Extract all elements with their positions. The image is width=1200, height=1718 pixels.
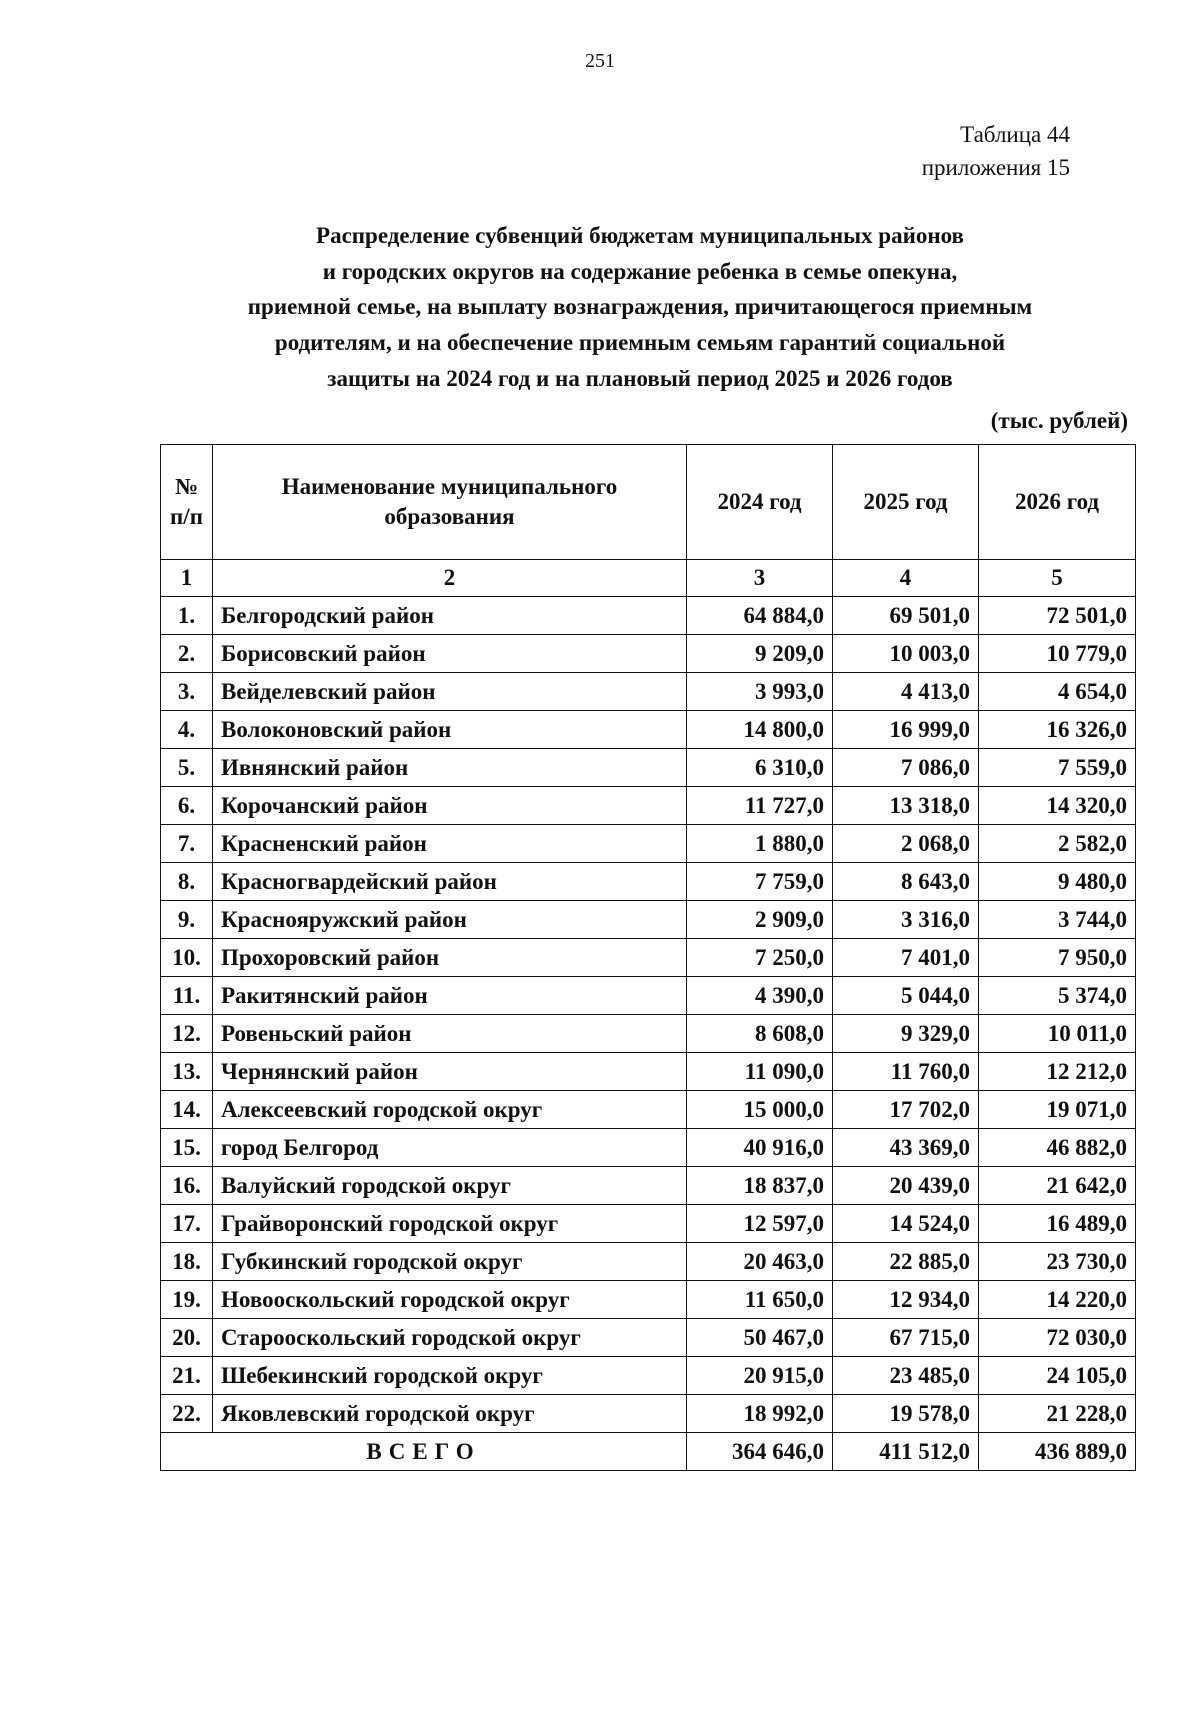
value-2025: 2 068,0 (833, 825, 979, 863)
municipality-name: Чернянский район (213, 1053, 687, 1091)
header-num: № п/п (161, 445, 213, 560)
municipality-name: Вейделевский район (213, 673, 687, 711)
value-2026: 72 501,0 (979, 597, 1136, 635)
value-2024: 18 837,0 (687, 1167, 833, 1205)
header-row (161, 445, 1136, 560)
row-number: 12. (161, 1015, 213, 1053)
title-line-5: защиты на 2024 год и на плановый период 2025 и 2026 годов (327, 365, 953, 391)
municipality-name: Волоконовский район (213, 711, 687, 749)
value-2025: 43 369,0 (833, 1129, 979, 1167)
row-number: 18. (161, 1243, 213, 1281)
value-2026: 23 730,0 (979, 1243, 1136, 1281)
value-2025: 20 439,0 (833, 1167, 979, 1205)
value-2025: 67 715,0 (833, 1319, 979, 1357)
value-2026: 16 489,0 (979, 1205, 1136, 1243)
value-2026: 19 071,0 (979, 1091, 1136, 1129)
value-2024: 6 310,0 (687, 749, 833, 787)
municipality-name: Корочанский район (213, 787, 687, 825)
row-number: 13. (161, 1053, 213, 1091)
table-row (161, 939, 1136, 977)
column-number: 5 (979, 560, 1136, 597)
value-2026: 21 228,0 (979, 1395, 1136, 1433)
municipality-name: Яковлевский городской округ (213, 1395, 687, 1433)
value-2025: 7 401,0 (833, 939, 979, 977)
value-2024: 64 884,0 (687, 597, 833, 635)
value-2024: 11 090,0 (687, 1053, 833, 1091)
value-2024: 12 597,0 (687, 1205, 833, 1243)
municipality-name: Прохоровский район (213, 939, 687, 977)
value-2026: 24 105,0 (979, 1357, 1136, 1395)
total-label: ВСЕГО (161, 1433, 687, 1471)
table-row (161, 1167, 1136, 1205)
title-line-2: и городских округов на содержание ребенка в семье опекуна, (322, 258, 958, 284)
value-2024: 11 727,0 (687, 787, 833, 825)
value-2026: 4 654,0 (979, 673, 1136, 711)
value-2024: 1 880,0 (687, 825, 833, 863)
value-2024: 15 000,0 (687, 1091, 833, 1129)
value-2026: 5 374,0 (979, 977, 1136, 1015)
municipality-name: Алексеевский городской округ (213, 1091, 687, 1129)
row-number: 20. (161, 1319, 213, 1357)
municipality-name: Красненский район (213, 825, 687, 863)
row-number: 14. (161, 1091, 213, 1129)
value-2025: 69 501,0 (833, 597, 979, 635)
value-2025: 14 524,0 (833, 1205, 979, 1243)
table-row (161, 1205, 1136, 1243)
row-number: 3. (161, 673, 213, 711)
value-2026: 2 582,0 (979, 825, 1136, 863)
row-number: 7. (161, 825, 213, 863)
municipality-name: Валуйский городской округ (213, 1167, 687, 1205)
table-row (161, 635, 1136, 673)
value-2024: 7 250,0 (687, 939, 833, 977)
title-line-4: родителям, и на обеспечение приемным семьям гарантий социальной (274, 329, 1006, 355)
value-2024: 14 800,0 (687, 711, 833, 749)
value-2024: 11 650,0 (687, 1281, 833, 1319)
value-2024: 8 608,0 (687, 1015, 833, 1053)
value-2024: 20 915,0 (687, 1357, 833, 1395)
total-2025: 411 512,0 (833, 1433, 979, 1471)
value-2026: 72 030,0 (979, 1319, 1136, 1357)
municipality-name: Красногвардейский район (213, 863, 687, 901)
row-number: 10. (161, 939, 213, 977)
total-row (161, 1433, 1136, 1471)
value-2026: 21 642,0 (979, 1167, 1136, 1205)
value-2024: 9 209,0 (687, 635, 833, 673)
municipality-name: Губкинский городской округ (213, 1243, 687, 1281)
total-2026: 436 889,0 (979, 1433, 1136, 1471)
column-number: 4 (833, 560, 979, 597)
value-2025: 22 885,0 (833, 1243, 979, 1281)
value-2026: 46 882,0 (979, 1129, 1136, 1167)
table-row (161, 787, 1136, 825)
column-number: 3 (687, 560, 833, 597)
table-ref-line-2: приложения 15 (921, 155, 1070, 181)
table-reference (800, 118, 1070, 185)
value-2026: 16 326,0 (979, 711, 1136, 749)
row-number: 22. (161, 1395, 213, 1433)
page-number: 251 (585, 50, 615, 72)
municipality-name: Белгородский район (213, 597, 687, 635)
table-row (161, 825, 1136, 863)
municipality-name: Грайворонский городской округ (213, 1205, 687, 1243)
municipality-name: Краснояружский район (213, 901, 687, 939)
row-number: 16. (161, 1167, 213, 1205)
table-row (161, 749, 1136, 787)
row-number: 1. (161, 597, 213, 635)
value-2025: 23 485,0 (833, 1357, 979, 1395)
table-row (161, 1015, 1136, 1053)
value-2025: 13 318,0 (833, 787, 979, 825)
table-body (161, 597, 1136, 1433)
total-2024: 364 646,0 (687, 1433, 833, 1471)
value-2024: 4 390,0 (687, 977, 833, 1015)
municipality-name: город Белгород (213, 1129, 687, 1167)
value-2026: 7 950,0 (979, 939, 1136, 977)
value-2025: 9 329,0 (833, 1015, 979, 1053)
column-number: 1 (161, 560, 213, 597)
row-number: 4. (161, 711, 213, 749)
table-row (161, 1053, 1136, 1091)
value-2026: 10 779,0 (979, 635, 1136, 673)
document-title (140, 218, 1140, 396)
value-2024: 2 909,0 (687, 901, 833, 939)
value-2026: 7 559,0 (979, 749, 1136, 787)
table-row (161, 1281, 1136, 1319)
value-2024: 20 463,0 (687, 1243, 833, 1281)
column-number: 2 (213, 560, 687, 597)
municipality-name: Ивнянский район (213, 749, 687, 787)
row-number: 2. (161, 635, 213, 673)
municipality-name: Старооскольский городской округ (213, 1319, 687, 1357)
value-2025: 10 003,0 (833, 635, 979, 673)
municipality-name: Ровеньский район (213, 1015, 687, 1053)
value-2025: 7 086,0 (833, 749, 979, 787)
table-row (161, 1319, 1136, 1357)
value-2026: 3 744,0 (979, 901, 1136, 939)
value-2025: 19 578,0 (833, 1395, 979, 1433)
column-number-row (161, 560, 1136, 597)
header-2024: 2024 год (687, 445, 833, 560)
value-2026: 10 011,0 (979, 1015, 1136, 1053)
header-2026: 2026 год (979, 445, 1136, 560)
table-row (161, 901, 1136, 939)
value-2026: 9 480,0 (979, 863, 1136, 901)
units-label: (тыс. рублей) (990, 408, 1128, 433)
value-2024: 40 916,0 (687, 1129, 833, 1167)
municipality-name: Борисовский район (213, 635, 687, 673)
table-row (161, 597, 1136, 635)
value-2025: 8 643,0 (833, 863, 979, 901)
row-number: 19. (161, 1281, 213, 1319)
municipality-name: Ракитянский район (213, 977, 687, 1015)
value-2024: 7 759,0 (687, 863, 833, 901)
value-2024: 50 467,0 (687, 1319, 833, 1357)
row-number: 11. (161, 977, 213, 1015)
table-row (161, 1243, 1136, 1281)
row-number: 6. (161, 787, 213, 825)
title-line-1: Распределение субвенций бюджетам муниципальных районов (316, 223, 964, 248)
value-2025: 11 760,0 (833, 1053, 979, 1091)
allocation-table (160, 444, 1136, 1471)
value-2026: 14 320,0 (979, 787, 1136, 825)
table-row (161, 977, 1136, 1015)
row-number: 5. (161, 749, 213, 787)
table-row (161, 1395, 1136, 1433)
table-row (161, 863, 1136, 901)
value-2024: 18 992,0 (687, 1395, 833, 1433)
table-row (161, 1357, 1136, 1395)
value-2025: 3 316,0 (833, 901, 979, 939)
header-2025: 2025 год (833, 445, 979, 560)
value-2025: 16 999,0 (833, 711, 979, 749)
table-row (161, 1091, 1136, 1129)
row-number: 15. (161, 1129, 213, 1167)
row-number: 9. (161, 901, 213, 939)
table-row (161, 1129, 1136, 1167)
table-row (161, 673, 1136, 711)
value-2026: 12 212,0 (979, 1053, 1136, 1091)
value-2024: 3 993,0 (687, 673, 833, 711)
value-2025: 12 934,0 (833, 1281, 979, 1319)
row-number: 8. (161, 863, 213, 901)
table-row (161, 711, 1136, 749)
header-name: Наименование муниципального образования (213, 445, 687, 560)
row-number: 17. (161, 1205, 213, 1243)
value-2026: 14 220,0 (979, 1281, 1136, 1319)
value-2025: 5 044,0 (833, 977, 979, 1015)
row-number: 21. (161, 1357, 213, 1395)
title-line-3: приемной семье, на выплату вознаграждения, причитающегося приемным (247, 294, 1033, 320)
value-2025: 17 702,0 (833, 1091, 979, 1129)
table-ref-line-1: Таблица 44 (960, 122, 1070, 147)
municipality-name: Новооскольский городской округ (213, 1281, 687, 1319)
value-2025: 4 413,0 (833, 673, 979, 711)
municipality-name: Шебекинский городской округ (213, 1357, 687, 1395)
